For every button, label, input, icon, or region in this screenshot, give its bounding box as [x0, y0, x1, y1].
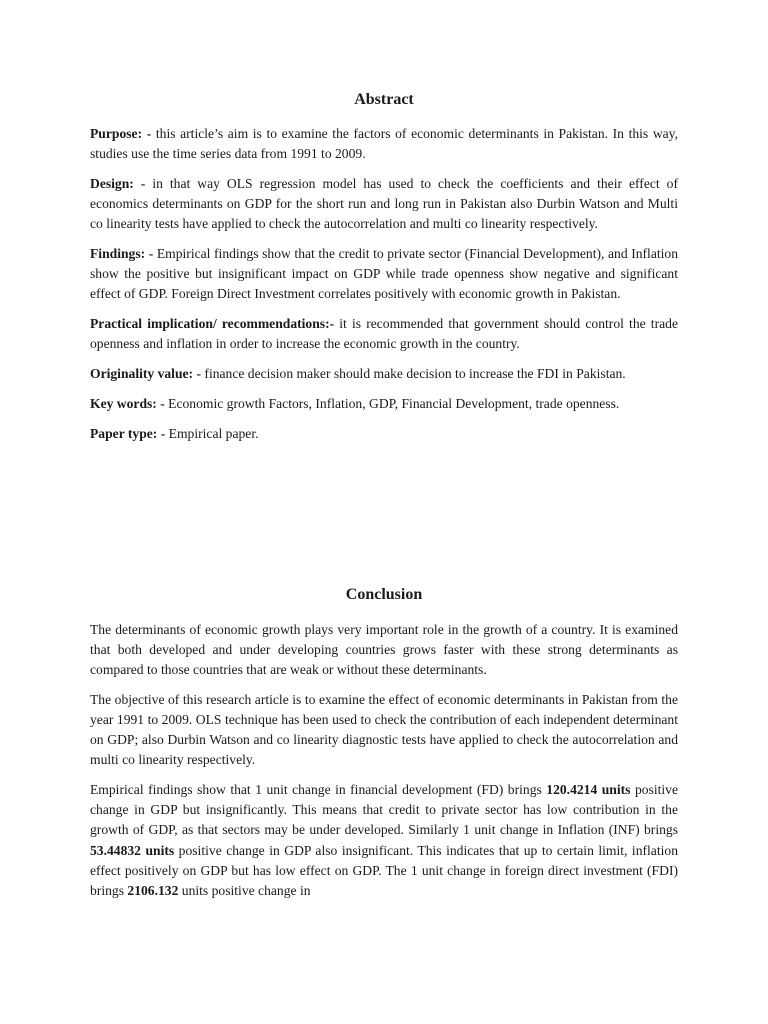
- p3-text-a: Empirical findings show that 1 unit change in financial development (FD) brings: [90, 782, 547, 798]
- papertype-paragraph: [90, 424, 678, 444]
- conclusion-heading: Conclusion: [345, 586, 423, 603]
- inf-effect-value: 53.44832 units: [90, 842, 175, 858]
- papertype-text: Empirical paper.: [165, 425, 259, 441]
- p3-text-c: positive change in GDP but insignificantly. This means that credit to private sector has low contribution in the growth of GDP, as that sectors may be under developed. Similarly 1 unit change in Inflation (INF) brings: [90, 782, 679, 838]
- papertype-label: Paper type: -: [90, 425, 166, 441]
- abstract-body: [90, 124, 678, 454]
- practical-paragraph: [90, 314, 678, 354]
- design-paragraph: [90, 174, 678, 234]
- fdi-effect-value: 2106.132: [127, 882, 179, 898]
- keywords-paragraph: [90, 394, 678, 414]
- practical-text: it is recommended that government should control the trade openness and inflation in order to increase the economic growth in the country.: [90, 316, 678, 352]
- originality-text: finance decision maker should make decision to increase the FDI in Pakistan.: [201, 366, 626, 382]
- p3-text-e: positive change in GDP also insignificant. This indicates that up to certain limit, inflation effect positively on GDP but has low effect on GDP. The 1 unit change in foreign direct investment (FDI) brings: [90, 842, 678, 898]
- purpose-label: Purpose: -: [90, 126, 152, 141]
- originality-paragraph: [90, 364, 678, 384]
- fd-effect-value: 120.4214 units: [546, 782, 631, 798]
- originality-label: Originality value: -: [90, 366, 202, 382]
- practical-label: Practical implication/ recommendations:-: [90, 316, 335, 332]
- findings-label: Findings: -: [90, 246, 154, 262]
- design-text: in that way OLS regression model has used to check the coefficients and their effect of economics determinants on GDP for the short run and long run in Pakistan also Durbin Watson and Multi co linearity tests have applied to check the autocorrelation and multi co linearity respectively.: [90, 175, 678, 232]
- keywords-text: Economic growth Factors, Inflation, GDP, Financial Development, trade openness.: [164, 396, 620, 412]
- conclusion-paragraph-2: The objective of this research article is to examine the effect of economic determinants in Pakistan from the year 1991 to 2009. OLS technique has been used to check the contribution of each independent determinant on GDP; also Durbin Watson and co linearity diagnostic tests have applied to check the autocorrelation and multi co linearity respectively.: [90, 692, 678, 768]
- conclusion-paragraph-1: The determinants of economic growth plays very important role in the growth of a country. It is examined that both developed and under developing countries grows faster with these strong determinants as compared to those countries that are weak or without these determinants.: [90, 622, 678, 678]
- purpose-paragraph: [90, 124, 678, 164]
- conclusion-body: [90, 620, 678, 911]
- conclusion-paragraph-3: [90, 780, 678, 901]
- findings-text: Empirical findings show that the credit to private sector (Financial Development), and Inflation show the positive but insignificant impact on GDP while trade openness show negative and significant effect of GDP. Foreign Direct Investment correlates positively with economic growth in Pakistan.: [90, 246, 679, 302]
- purpose-text: this article’s aim is to examine the factors of economic determinants in Pakistan. In this way, studies use the time series data from 1991 to 2009.: [90, 126, 678, 162]
- abstract-heading: Abstract: [354, 91, 414, 108]
- findings-paragraph: [90, 244, 678, 304]
- design-label: Design: -: [90, 175, 146, 191]
- p3-text-g: units positive change in: [178, 882, 311, 898]
- keywords-label: Key words: -: [90, 396, 165, 412]
